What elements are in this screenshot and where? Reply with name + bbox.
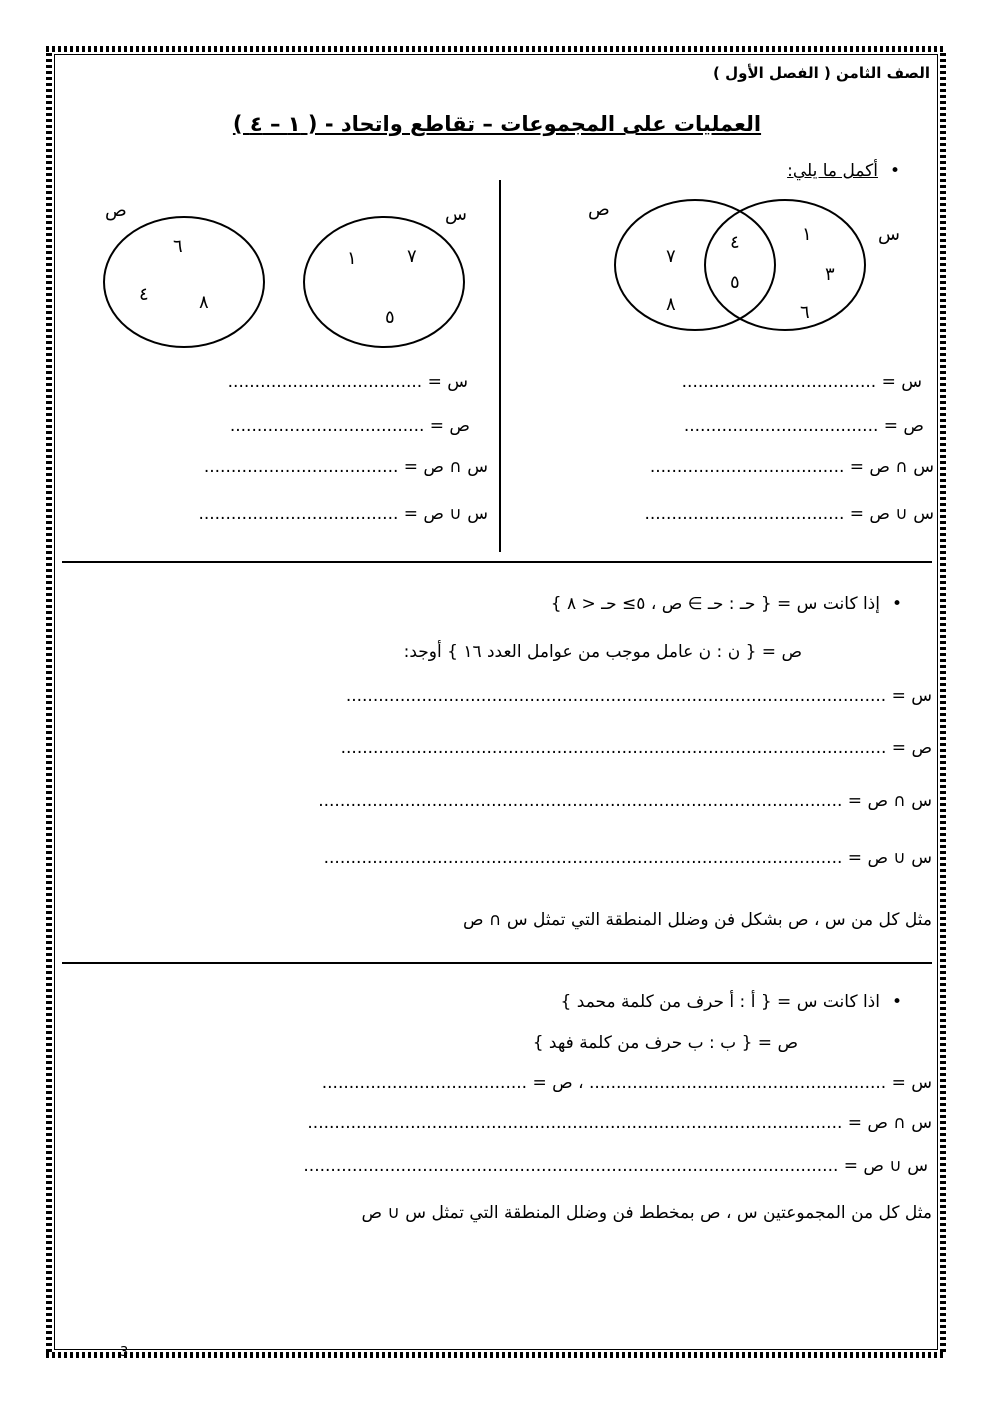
column-divider	[499, 180, 501, 552]
answer-line: س = ....................................................... ، ص = ......................................	[321, 1073, 932, 1093]
element: ١	[347, 248, 357, 269]
element: ٨	[666, 294, 676, 315]
answer-line: ص = ....................................	[683, 416, 924, 436]
set-s-circle	[705, 200, 865, 330]
answer-line: س ∩ ص = ...................................................................................................	[307, 1113, 932, 1133]
answer-line: س ∪ ص = .....................................	[198, 504, 488, 524]
venn-diagram-overlapping	[560, 180, 920, 360]
element: ٧	[407, 246, 417, 267]
answer-line: س = ....................................	[681, 372, 922, 392]
answer-line: س ∩ ص = ....................................	[649, 457, 934, 477]
label-p: ص	[588, 199, 610, 220]
question-line: ص = { ن : ن عامل موجب من عوامل العدد ١٦ } أوجد:	[403, 642, 802, 662]
element: ٨	[199, 292, 209, 313]
page-number: 3	[120, 1345, 129, 1360]
element: ٣	[825, 264, 835, 285]
question-line: ص = { ب : ب حرف من كلمة فهد }	[532, 1033, 798, 1053]
grade-label: الصف الثامن ( الفصل الأول )	[713, 64, 930, 82]
element: ٥	[385, 307, 395, 328]
answer-line: س = ....................................................................................................	[345, 686, 932, 706]
answer-line: س ∩ ص = .................................................................................................	[318, 791, 932, 811]
venn-diagram-disjoint	[95, 190, 495, 360]
instruction: •أكمل ما يلي:	[787, 161, 900, 181]
answer-line: س ∩ ص = ....................................	[203, 457, 488, 477]
label-s: س	[878, 224, 900, 245]
element: ٤	[730, 232, 740, 253]
section-divider	[62, 561, 932, 563]
label-p: ص	[105, 200, 127, 221]
answer-line: س ∪ ص = ...................................................................................................	[303, 1156, 928, 1176]
answer-line: ص = ....................................	[229, 416, 470, 436]
answer-line: س ∪ ص = ................................................................................................	[323, 848, 932, 868]
element: ٤	[139, 284, 149, 305]
element: ١	[802, 224, 812, 245]
element: ٦	[173, 236, 183, 257]
answer-line: س ∪ ص = .....................................	[644, 504, 934, 524]
element: ٧	[666, 246, 676, 267]
task-line: مثل كل من المجموعتين س ، ص بمخطط فن وضلل المنطقة التي تمثل س ∪ ص	[361, 1203, 932, 1223]
question-line: •إذا كانت س = { حـ : حـ ∋ ص ، ٥≥ حـ < ٨ }	[550, 594, 902, 614]
section-divider	[62, 962, 932, 964]
page-title: العمليات على المجموعات – تقاطع واتحاد - ( ١ – ٤ )	[232, 112, 762, 136]
question-line: •اذا كانت س = { أ : أ حرف من كلمة محمد }	[560, 992, 902, 1012]
label-s: س	[445, 204, 467, 225]
element: ٦	[800, 302, 810, 323]
set-p-circle	[104, 217, 264, 347]
answer-line: ص = .....................................................................................................	[340, 738, 932, 758]
task-line: مثل كل من س ، ص بشكل فن وضلل المنطقة التي تمثل س ∩ ص	[463, 910, 932, 930]
set-p-circle	[615, 200, 775, 330]
answer-line: س = ....................................	[227, 372, 468, 392]
element: ٥	[730, 272, 740, 293]
set-s-circle	[304, 217, 464, 347]
